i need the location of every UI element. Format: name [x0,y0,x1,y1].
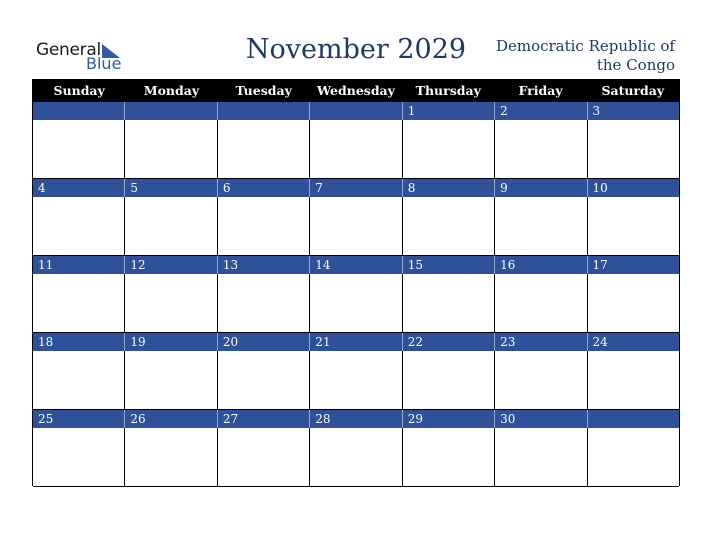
day-number [587,410,679,428]
day-number: 10 [587,179,679,197]
day-number: 14 [309,256,401,274]
day-number: 18 [38,335,54,349]
day-number: 13 [217,256,309,274]
day-cell[interactable] [124,351,216,409]
day-cell[interactable] [309,428,401,486]
day-cell[interactable] [124,274,216,332]
day-cell[interactable] [33,274,124,332]
week-row [33,179,679,256]
day-cell[interactable] [402,351,494,409]
country-line-2: the Congo [596,56,675,74]
generalblue-logo[interactable] [36,40,126,74]
day-cell[interactable] [217,274,309,332]
day-number: 28 [309,410,401,428]
day-cell[interactable] [402,120,494,178]
day-number: 8 [402,179,494,197]
day-cell[interactable] [402,274,494,332]
day-number: 6 [217,179,309,197]
weekday-friday: Friday [518,83,563,98]
week-cells [33,274,679,333]
day-number: 29 [402,410,494,428]
week-date-band [33,256,679,274]
day-cell[interactable] [309,120,401,178]
weeks-container [33,102,679,487]
day-number: 26 [124,410,216,428]
day-cell[interactable] [494,428,586,486]
day-number: 1 [402,102,494,120]
day-number [33,102,124,120]
day-cell[interactable] [33,120,124,178]
day-cell[interactable] [587,428,679,486]
day-number: 19 [124,333,216,351]
day-number: 16 [494,256,586,274]
day-number: 7 [309,179,401,197]
day-cell[interactable] [494,120,586,178]
day-cell[interactable] [124,428,216,486]
day-number: 9 [494,179,586,197]
day-number: 4 [38,181,46,195]
week-cells [33,428,679,487]
day-number [309,102,401,120]
day-cell[interactable] [587,120,679,178]
day-number: 2 [494,102,586,120]
day-cell[interactable] [217,120,309,178]
day-number: 22 [402,333,494,351]
weekday-tuesday: Tuesday [235,83,292,98]
day-number: 15 [402,256,494,274]
day-cell[interactable] [33,428,124,486]
logo-text-general: General [36,40,101,60]
week-date-band [33,333,679,351]
day-cell[interactable] [494,274,586,332]
day-cell[interactable] [587,197,679,255]
day-cell[interactable] [309,197,401,255]
day-cell[interactable] [402,197,494,255]
day-number: 30 [494,410,586,428]
weekday-saturday: Saturday [601,83,665,98]
day-cell[interactable] [402,428,494,486]
weekday-wednesday: Wednesday [317,83,395,98]
day-number: 24 [587,333,679,351]
country-line-1: Democratic Republic of [495,37,675,55]
weekday-header-row [33,79,679,102]
day-number: 17 [587,256,679,274]
week-row [33,410,679,487]
day-cell[interactable] [217,197,309,255]
calendar-grid [32,79,680,486]
day-cell[interactable] [217,351,309,409]
weekday-thursday: Thursday [415,83,481,98]
day-number: 25 [38,412,54,426]
week-cells [33,197,679,256]
day-cell[interactable] [33,351,124,409]
day-number: 23 [494,333,586,351]
day-number [217,102,309,120]
day-cell[interactable] [494,351,586,409]
day-number: 21 [309,333,401,351]
day-number: 11 [38,258,54,272]
week-date-band [33,179,679,197]
weekday-monday: Monday [143,83,200,98]
week-row [33,102,679,179]
weekday-sunday: Sunday [53,83,105,98]
country-name [475,37,675,75]
day-number: 12 [124,256,216,274]
week-row [33,256,679,333]
week-row [33,333,679,410]
day-number: 20 [217,333,309,351]
day-cell[interactable] [587,351,679,409]
day-cell[interactable] [217,428,309,486]
day-cell[interactable] [309,351,401,409]
week-date-band [33,102,679,120]
day-cell[interactable] [124,197,216,255]
day-number: 3 [587,102,679,120]
day-cell[interactable] [309,274,401,332]
week-date-band [33,410,679,428]
day-number: 27 [217,410,309,428]
day-cell[interactable] [587,274,679,332]
month-title: November 2029 [245,34,467,65]
day-number [124,102,216,120]
day-cell[interactable] [494,197,586,255]
week-cells [33,120,679,179]
day-number: 5 [124,179,216,197]
day-cell[interactable] [124,120,216,178]
week-cells [33,351,679,410]
day-cell[interactable] [33,197,124,255]
calendar-header [0,0,712,78]
logo-text-blue: Blue [86,54,122,73]
